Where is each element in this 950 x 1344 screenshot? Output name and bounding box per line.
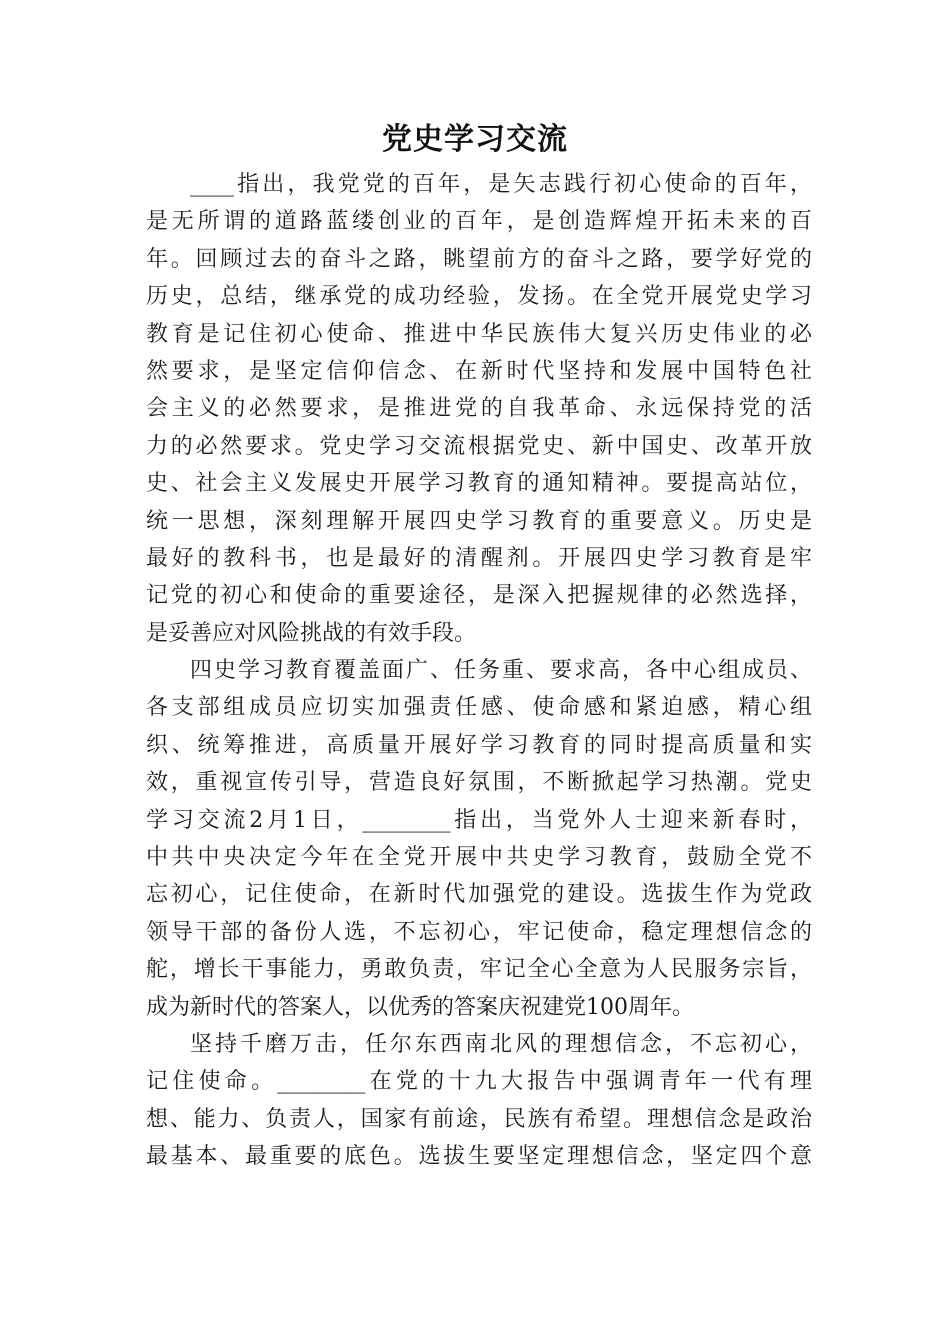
paragraph-line: 是无所谓的道路蓝缕创业的百年，是创造辉煌开拓未来的百 — [146, 209, 812, 235]
document-body — [146, 166, 812, 1176]
paragraph-line: 坚持千磨万击，任尔东西南北风的理想信念，不忘初心， — [190, 1031, 812, 1057]
paragraph-line: 最好的教科书，也是最好的清醒剂。开展四史学习教育是牢 — [146, 545, 812, 571]
paragraph-line: 各支部组成员应切实加强责任感、使命感和紧迫感，精心组 — [146, 695, 812, 721]
paragraph-1 — [146, 166, 812, 652]
paragraph-line: 织、统筹推进，高质量开展好学习教育的同时提高质量和实 — [146, 732, 812, 758]
paragraph-line: 统一思想，深刻理解开展四史学习教育的重要意义。历史是 — [146, 508, 812, 534]
paragraph-line: 记党的初心和使命的重要途径，是深入把握规律的必然选择， — [146, 583, 812, 609]
paragraph-line: 成为新时代的答案人，以优秀的答案庆祝建党100周年。 — [146, 994, 694, 1020]
paragraph-line: 四史学习教育覆盖面广、任务重、要求高，各中心组成员、 — [190, 658, 812, 684]
paragraph-line: 历史，总结，继承党的成功经验，发扬。在全党开展党史学习 — [146, 284, 812, 310]
paragraph-line: 效，重视宣传引导，营造良好氛围，不断掀起学习热潮。党史 — [146, 770, 812, 796]
paragraph-line: 舵，增长干事能力，勇敢负责，牢记全心全意为人民服务宗旨， — [146, 957, 812, 983]
paragraph-line: 想、能力、负责人，国家有前途，民族有希望。理想信念是政治 — [146, 1106, 812, 1132]
paragraph-2 — [146, 652, 812, 1026]
paragraph-line: 记住使命。________在党的十九大报告中强调青年一代有理 — [146, 1069, 812, 1095]
paragraph-line: 年。回顾过去的奋斗之路，眺望前方的奋斗之路，要学好党的 — [146, 246, 812, 272]
paragraph-line: 力的必然要求。党史学习交流根据党史、新中国史、改革开放 — [146, 433, 812, 459]
paragraph-line: 学习交流2月1日，________指出，当党外人士迎来新春时， — [146, 807, 812, 833]
paragraph-line: 领导干部的备份人选，不忘初心，牢记使命，稳定理想信念的 — [146, 919, 812, 945]
paragraph-line: 会主义的必然要求，是推进党的自我革命、永远保持党的活 — [146, 396, 812, 422]
paragraph-line: 忘初心，记住使命，在新时代加强党的建设。选拔生作为党政 — [146, 882, 812, 908]
paragraph-line: 教育是记住初心使命、推进中华民族伟大复兴历史伟业的必 — [146, 321, 812, 347]
paragraph-line: 然要求，是坚定信仰信念、在新时代坚持和发展中国特色社 — [146, 358, 812, 384]
paragraph-3 — [146, 1026, 812, 1176]
paragraph-line: 史、社会主义发展史开展学习教育的通知精神。要提高站位， — [146, 471, 812, 497]
paragraph-line: 最基本、最重要的底色。选拔生要坚定理想信念，坚定四个意 — [146, 1144, 812, 1170]
paragraph-line: ____指出，我党党的百年，是矢志践行初心使命的百年， — [190, 172, 812, 197]
document-title: 党史学习交流 — [382, 122, 568, 157]
paragraph-line: 中共中央决定今年在全党开展中共史学习教育，鼓励全党不 — [146, 845, 812, 871]
paragraph-line: 是妥善应对风险挑战的有效手段。 — [146, 620, 477, 646]
